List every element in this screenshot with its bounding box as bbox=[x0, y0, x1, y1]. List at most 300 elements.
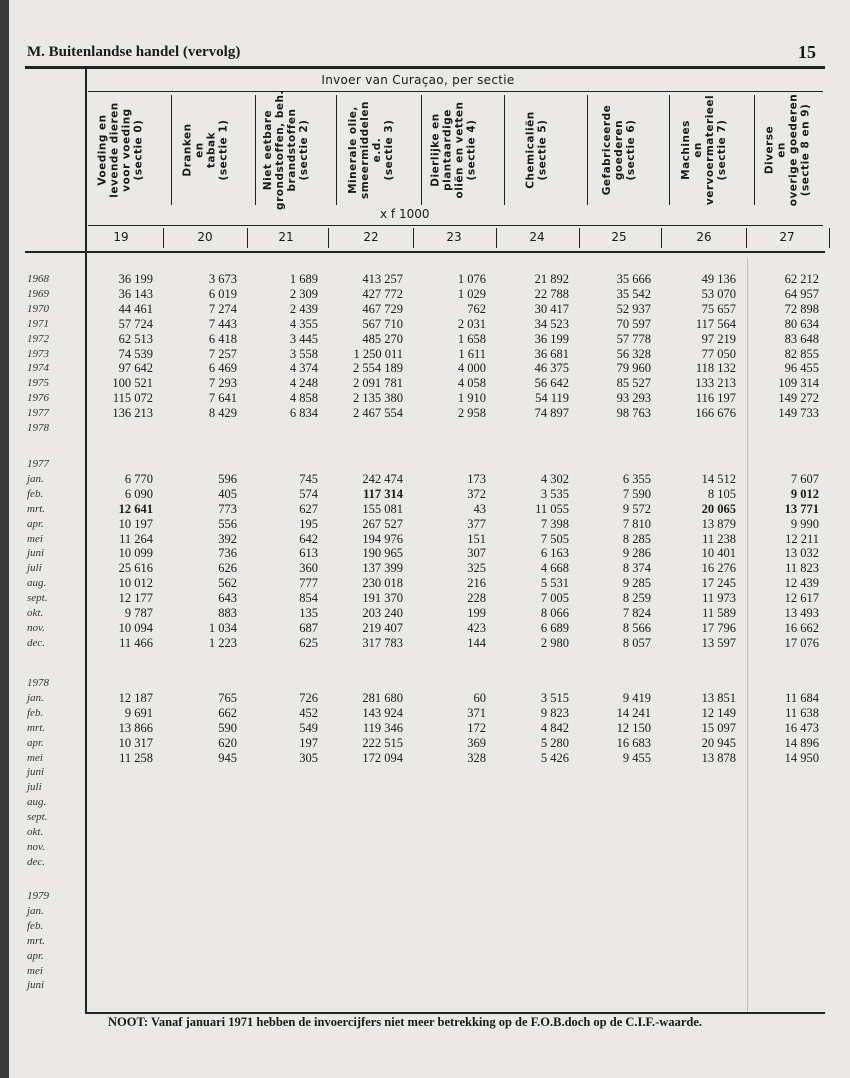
table-cell: 10 012 bbox=[118, 576, 153, 591]
column-number-divider bbox=[746, 228, 747, 248]
table-cell: 4 858 bbox=[289, 391, 318, 406]
row-label: apr. bbox=[27, 517, 44, 530]
row-label: 1972 bbox=[27, 332, 49, 345]
table-cell: 12 149 bbox=[701, 705, 736, 720]
table-cell: 222 515 bbox=[362, 735, 403, 750]
table-cell: 9 455 bbox=[622, 750, 651, 765]
table-cell: 36 143 bbox=[118, 286, 153, 301]
table-cell: 151 bbox=[467, 531, 486, 546]
column-header-label: Chemicaliën (sectie 5) bbox=[524, 111, 549, 189]
table-cell: 281 680 bbox=[362, 690, 403, 705]
table-cell: 7 824 bbox=[622, 606, 651, 620]
table-cell: 15 097 bbox=[701, 720, 736, 735]
table-cell: 317 783 bbox=[362, 635, 403, 650]
column-number: 26 bbox=[696, 230, 712, 244]
column-header-label: Voeding en levende dieren voor voeding (sectie 0) bbox=[97, 102, 145, 198]
table-cell: 9 285 bbox=[622, 576, 651, 591]
table-cell: 72 898 bbox=[784, 301, 819, 316]
table-cell: 191 370 bbox=[362, 591, 403, 606]
column-header-label: Minerale olie, smeermiddelen e.d. (sectie 3) bbox=[347, 100, 396, 200]
table-cell: 10 401 bbox=[701, 546, 736, 561]
table-cell: 80 634 bbox=[784, 316, 819, 331]
row-label: sept. bbox=[27, 592, 48, 605]
table-cell: 7 607 bbox=[790, 471, 819, 486]
table-cell: 144 bbox=[467, 635, 486, 650]
table-cell: 4 355 bbox=[289, 316, 318, 331]
column-number: 24 bbox=[529, 230, 545, 244]
table-cell: 118 132 bbox=[695, 361, 736, 376]
row-label: feb. bbox=[27, 487, 44, 500]
table-cell: 34 523 bbox=[534, 316, 569, 331]
table-cell: 307 bbox=[467, 546, 486, 561]
table-cell: 11 466 bbox=[119, 635, 153, 650]
table-cell: 3 558 bbox=[289, 346, 318, 361]
header-bottom-rule bbox=[25, 251, 825, 253]
table-cell: 726 bbox=[299, 690, 318, 705]
table-cell: 325 bbox=[467, 561, 486, 576]
table-cell: 360 bbox=[299, 561, 318, 576]
table-cell: 6 770 bbox=[124, 471, 153, 486]
table-cell: 35 666 bbox=[616, 272, 651, 286]
table-cell: 8 429 bbox=[208, 406, 237, 421]
year-label: 1978 bbox=[27, 677, 49, 689]
table-cell: 9 823 bbox=[540, 705, 569, 720]
row-label: mrt. bbox=[27, 502, 46, 515]
column-divider bbox=[504, 95, 505, 205]
unit-rule bbox=[88, 225, 823, 226]
row-label: 1971 bbox=[27, 317, 49, 330]
row-label: jan. bbox=[27, 691, 44, 704]
table-cell: 12 211 bbox=[785, 531, 819, 546]
table-cell: 5 531 bbox=[540, 576, 569, 591]
column-header-label: Niet eetbare grondstoffen, beh. brandstoffen (sectie 2) bbox=[262, 90, 310, 210]
table-cell: 7 274 bbox=[208, 301, 237, 316]
column-number-divider bbox=[661, 228, 662, 248]
row-label: mrt. bbox=[27, 934, 46, 947]
table-cell: 11 973 bbox=[702, 591, 736, 606]
table-cell: 3 445 bbox=[289, 331, 318, 346]
row-label: juli bbox=[27, 781, 42, 794]
table-cell: 74 897 bbox=[534, 406, 569, 421]
table-cell: 773 bbox=[218, 501, 237, 516]
column-number: 23 bbox=[446, 230, 462, 244]
table-cell: 8 105 bbox=[707, 486, 736, 501]
table-cell: 13 597 bbox=[701, 635, 736, 650]
column-header-label: Machines en vervoermaterieel (sectie 7) bbox=[680, 94, 729, 206]
table-cell: 82 855 bbox=[784, 346, 819, 361]
row-label: mrt. bbox=[27, 721, 46, 734]
table-cell: 1 034 bbox=[208, 620, 237, 635]
table-cell: 3 673 bbox=[208, 272, 237, 286]
column-number: 19 bbox=[113, 230, 129, 244]
table-cell: 75 657 bbox=[701, 301, 736, 316]
table-cell: 7 641 bbox=[208, 391, 237, 406]
table-cell: 596 bbox=[218, 471, 237, 486]
table-cell: 11 055 bbox=[535, 501, 569, 516]
row-label: jan. bbox=[27, 904, 44, 917]
table-cell: 1 029 bbox=[457, 286, 486, 301]
table-cell: 216 bbox=[467, 576, 486, 591]
column-number-divider bbox=[247, 228, 248, 248]
table-cell: 392 bbox=[218, 531, 237, 546]
row-label: sept. bbox=[27, 811, 48, 824]
table-cell: 44 461 bbox=[118, 301, 153, 316]
table-cell: 2 980 bbox=[540, 635, 569, 650]
column-header bbox=[414, 94, 494, 206]
table-cell: 137 399 bbox=[362, 561, 403, 576]
table-cell: 20 065 bbox=[701, 501, 736, 516]
table-cell: 7 590 bbox=[622, 486, 651, 501]
table-cell: 6 090 bbox=[124, 486, 153, 501]
table-cell: 10 094 bbox=[118, 620, 153, 635]
table-cell: 242 474 bbox=[362, 471, 403, 486]
table-cell: 119 346 bbox=[362, 720, 403, 735]
table-cell: 1 223 bbox=[208, 635, 237, 650]
table-cell: 405 bbox=[218, 486, 237, 501]
table-cell: 49 136 bbox=[701, 272, 736, 286]
table-cell: 452 bbox=[299, 705, 318, 720]
table-cell: 46 375 bbox=[534, 361, 569, 376]
table-cell: 642 bbox=[299, 531, 318, 546]
table-cell: 14 950 bbox=[784, 750, 819, 765]
row-label: 1976 bbox=[27, 392, 49, 405]
table-cell: 54 119 bbox=[535, 391, 569, 406]
column-header bbox=[81, 94, 161, 206]
table-cell: 777 bbox=[299, 576, 318, 591]
table-cell: 574 bbox=[299, 486, 318, 501]
table-cell: 8 066 bbox=[540, 606, 569, 620]
table-cell: 2 031 bbox=[457, 316, 486, 331]
table-cell: 11 264 bbox=[119, 531, 153, 546]
table-cell: 6 163 bbox=[540, 546, 569, 561]
table-cell: 13 032 bbox=[784, 546, 819, 561]
row-label: okt. bbox=[27, 826, 44, 838]
table-cell: 155 081 bbox=[362, 501, 403, 516]
table-cell: 13 878 bbox=[701, 750, 736, 765]
table-cell: 7 257 bbox=[208, 346, 237, 361]
table-cell: 413 257 bbox=[362, 272, 403, 286]
table-cell: 625 bbox=[299, 635, 318, 650]
table-cell: 9 572 bbox=[622, 501, 651, 516]
year-label: 1977 bbox=[27, 458, 49, 470]
column-number-divider bbox=[413, 228, 414, 248]
row-label: 1970 bbox=[27, 302, 49, 315]
table-cell: 62 212 bbox=[784, 272, 819, 286]
table-cell: 736 bbox=[218, 546, 237, 561]
column-divider bbox=[421, 95, 422, 205]
table-cell: 197 bbox=[299, 735, 318, 750]
table-cell: 12 177 bbox=[118, 591, 153, 606]
table-cell: 5 280 bbox=[540, 735, 569, 750]
table-cell: 56 642 bbox=[534, 376, 569, 391]
column-number: 22 bbox=[363, 230, 379, 244]
table-cell: 549 bbox=[299, 720, 318, 735]
table-cell: 5 426 bbox=[540, 750, 569, 765]
table-cell: 6 689 bbox=[540, 620, 569, 635]
column-header-label: Dierlijke en plantaardige oliën en vetten (sectie 4) bbox=[430, 101, 478, 199]
table-cell: 230 018 bbox=[362, 576, 403, 591]
row-label: okt. bbox=[27, 607, 44, 619]
table-cell: 8 259 bbox=[622, 591, 651, 606]
table-cell: 12 150 bbox=[616, 720, 651, 735]
table-cell: 8 374 bbox=[622, 561, 651, 576]
row-label: nov. bbox=[27, 621, 45, 634]
footnote: NOOT: Vanaf januari 1971 hebben de invoercijfers niet meer betrekking op de F.O.B.doch op de C.I.F.-waarde. bbox=[108, 1015, 703, 1029]
column-divider bbox=[754, 95, 755, 205]
table-cell: 219 407 bbox=[362, 620, 403, 635]
table-cell: 13 771 bbox=[784, 501, 819, 516]
table-cell: 2 554 189 bbox=[353, 361, 403, 376]
table-cell: 12 187 bbox=[118, 690, 153, 705]
table-cell: 30 417 bbox=[534, 301, 569, 316]
table-cell: 13 879 bbox=[701, 516, 736, 531]
footer-rule bbox=[85, 1012, 825, 1014]
section-title: M. Buitenlandse handel (vervolg) bbox=[27, 44, 241, 60]
table-cell: 377 bbox=[467, 516, 486, 531]
table-cell: 7 443 bbox=[208, 316, 237, 331]
table-cell: 371 bbox=[467, 705, 486, 720]
column-divider bbox=[669, 95, 670, 205]
table-cell: 6 834 bbox=[289, 406, 318, 421]
table-cell: 1 611 bbox=[458, 346, 486, 361]
table-cell: 9 787 bbox=[124, 606, 153, 620]
table-cell: 62 513 bbox=[118, 331, 153, 346]
table-cell: 56 328 bbox=[616, 346, 651, 361]
column-divider bbox=[171, 95, 172, 205]
row-label: juni bbox=[27, 547, 45, 560]
table-cell: 52 937 bbox=[616, 301, 651, 316]
table-cell: 17 245 bbox=[701, 576, 736, 591]
table-cell: 13 866 bbox=[118, 720, 153, 735]
table-cell: 8 057 bbox=[622, 635, 651, 650]
table-cell: 9 990 bbox=[790, 516, 819, 531]
table-cell: 16 276 bbox=[701, 561, 736, 576]
table-cell: 10 099 bbox=[118, 546, 153, 561]
table-cell: 2 091 781 bbox=[353, 376, 403, 391]
table-cell: 93 293 bbox=[616, 391, 651, 406]
column-divider bbox=[255, 95, 256, 205]
table-cell: 590 bbox=[218, 720, 237, 735]
column-header-label: Diverse en overige goederen (sectie 8 en 9) bbox=[763, 93, 812, 207]
table-cell: 1 689 bbox=[289, 272, 318, 286]
row-label: juli bbox=[27, 562, 42, 575]
table-cell: 267 527 bbox=[362, 516, 403, 531]
row-label: juni bbox=[27, 979, 45, 992]
column-number: 21 bbox=[278, 230, 294, 244]
table-cell: 199 bbox=[467, 606, 486, 620]
table-cell: 9 691 bbox=[124, 705, 153, 720]
table-cell: 79 960 bbox=[616, 361, 651, 376]
table-cell: 98 763 bbox=[616, 406, 651, 421]
row-label: 1973 bbox=[27, 347, 49, 360]
table-cell: 3 535 bbox=[540, 486, 569, 501]
row-label: mei bbox=[27, 751, 43, 764]
table-cell: 135 bbox=[299, 606, 318, 620]
table-cell: 427 772 bbox=[362, 286, 403, 301]
unit-label: x f 1000 bbox=[380, 207, 430, 221]
table-cell: 372 bbox=[467, 486, 486, 501]
table-cell: 77 050 bbox=[701, 346, 736, 361]
table-cell: 945 bbox=[218, 750, 237, 765]
column-number-divider bbox=[579, 228, 580, 248]
table-cell: 22 788 bbox=[534, 286, 569, 301]
table-cell: 1 076 bbox=[457, 272, 486, 286]
table-cell: 4 842 bbox=[540, 720, 569, 735]
table-cell: 7 505 bbox=[540, 531, 569, 546]
binding-edge bbox=[0, 0, 9, 1078]
table-cell: 13 851 bbox=[701, 690, 736, 705]
table-cell: 11 238 bbox=[702, 531, 736, 546]
table-cell: 7 398 bbox=[540, 516, 569, 531]
table-cell: 4 374 bbox=[289, 361, 318, 376]
table-cell: 4 248 bbox=[289, 376, 318, 391]
table-cell: 9 419 bbox=[622, 690, 651, 705]
table-cell: 4 668 bbox=[540, 561, 569, 576]
table-cell: 12 617 bbox=[784, 591, 819, 606]
table-cell: 149 733 bbox=[778, 406, 819, 421]
table-cell: 556 bbox=[218, 516, 237, 531]
column-number: 25 bbox=[611, 230, 627, 244]
super-title-rule bbox=[88, 91, 823, 92]
table-cell: 16 662 bbox=[784, 620, 819, 635]
row-label: apr. bbox=[27, 736, 44, 749]
table-cell: 765 bbox=[218, 690, 237, 705]
table-cell: 53 070 bbox=[701, 286, 736, 301]
row-label: apr. bbox=[27, 949, 44, 962]
table-cell: 85 527 bbox=[616, 376, 651, 391]
table-cell: 10 317 bbox=[118, 735, 153, 750]
column-header-label: Dranken en tabak (sectie 1) bbox=[181, 119, 229, 181]
column-header bbox=[747, 94, 827, 206]
table-cell: 83 648 bbox=[784, 331, 819, 346]
table-cell: 116 197 bbox=[695, 391, 736, 406]
row-label: juni bbox=[27, 766, 45, 779]
table-cell: 96 455 bbox=[784, 361, 819, 376]
table-cell: 17 076 bbox=[784, 635, 819, 650]
row-label: jan. bbox=[27, 472, 44, 485]
table-cell: 16 683 bbox=[616, 735, 651, 750]
row-label: 1969 bbox=[27, 287, 49, 300]
row-label: feb. bbox=[27, 919, 44, 932]
column-header bbox=[165, 94, 245, 206]
table-cell: 109 314 bbox=[778, 376, 819, 391]
table-cell: 620 bbox=[218, 735, 237, 750]
table-cell: 117 564 bbox=[695, 316, 736, 331]
row-label: mei bbox=[27, 532, 43, 545]
table-cell: 97 642 bbox=[118, 361, 153, 376]
column-number-divider bbox=[163, 228, 164, 248]
table-cell: 21 892 bbox=[534, 272, 569, 286]
table-cell: 2 439 bbox=[289, 301, 318, 316]
row-label: aug. bbox=[27, 796, 47, 809]
table-cell: 4 302 bbox=[540, 471, 569, 486]
table-cell: 35 542 bbox=[616, 286, 651, 301]
table-cell: 8 285 bbox=[622, 531, 651, 546]
column-header bbox=[579, 94, 659, 206]
page-number: 15 bbox=[798, 42, 816, 62]
table-cell: 190 965 bbox=[362, 546, 403, 561]
table-cell: 627 bbox=[299, 501, 318, 516]
table-cell: 762 bbox=[467, 301, 486, 316]
table-cell: 2 135 380 bbox=[353, 391, 403, 406]
column-number-divider bbox=[829, 228, 830, 248]
table-cell: 195 bbox=[299, 516, 318, 531]
row-label: 1975 bbox=[27, 377, 49, 390]
table-cell: 74 539 bbox=[118, 346, 153, 361]
table-cell: 57 778 bbox=[616, 331, 651, 346]
table-cell: 194 976 bbox=[362, 531, 403, 546]
table-cell: 687 bbox=[299, 620, 318, 635]
table-cell: 166 676 bbox=[695, 406, 736, 421]
table-cell: 1 658 bbox=[457, 331, 486, 346]
table-cell: 6 019 bbox=[208, 286, 237, 301]
table-cell: 662 bbox=[218, 705, 237, 720]
column-header-label: Gefabriceerde goederen (sectie 6) bbox=[601, 104, 638, 196]
table-cell: 203 240 bbox=[362, 606, 403, 620]
row-label: dec. bbox=[27, 636, 46, 649]
table-cell: 2 958 bbox=[457, 406, 486, 421]
table-cell: 17 796 bbox=[701, 620, 736, 635]
table-cell: 36 199 bbox=[534, 331, 569, 346]
column-number: 27 bbox=[779, 230, 795, 244]
top-rule bbox=[25, 66, 825, 69]
table-cell: 7 005 bbox=[540, 591, 569, 606]
table-cell: 172 bbox=[467, 720, 486, 735]
table-cell: 16 473 bbox=[784, 720, 819, 735]
table-cell: 70 597 bbox=[616, 316, 651, 331]
row-label: 1974 bbox=[27, 362, 49, 375]
table-cell: 11 258 bbox=[119, 750, 153, 765]
table-cell: 643 bbox=[218, 591, 237, 606]
table-cell: 6 469 bbox=[208, 361, 237, 376]
year-label: 1979 bbox=[27, 890, 49, 902]
column-number-divider bbox=[328, 228, 329, 248]
table-super-title: Invoer van Curaçao, per sectie bbox=[321, 73, 515, 87]
row-label: 1977 bbox=[27, 407, 49, 420]
row-label: aug. bbox=[27, 577, 47, 590]
table-cell: 60 bbox=[473, 690, 486, 705]
column-header bbox=[664, 94, 744, 206]
table-cell: 3 515 bbox=[540, 690, 569, 705]
table-cell: 1 910 bbox=[457, 391, 486, 406]
table-cell: 14 512 bbox=[701, 471, 736, 486]
table-cell: 14 896 bbox=[784, 735, 819, 750]
table-cell: 10 197 bbox=[118, 516, 153, 531]
column-header bbox=[497, 94, 577, 206]
table-cell: 115 072 bbox=[112, 391, 153, 406]
table-cell: 133 213 bbox=[695, 376, 736, 391]
table-cell: 4 000 bbox=[457, 361, 486, 376]
table-cell: 562 bbox=[218, 576, 237, 591]
table-cell: 11 684 bbox=[785, 690, 819, 705]
table-cell: 305 bbox=[299, 750, 318, 765]
table-cell: 173 bbox=[467, 471, 486, 486]
table-cell: 228 bbox=[467, 591, 486, 606]
table-cell: 143 924 bbox=[362, 705, 403, 720]
table-cell: 854 bbox=[299, 591, 318, 606]
table-cell: 1 250 011 bbox=[353, 346, 403, 361]
table-cell: 100 521 bbox=[112, 376, 153, 391]
table-cell: 9 286 bbox=[622, 546, 651, 561]
table-cell: 369 bbox=[467, 735, 486, 750]
table-cell: 36 681 bbox=[534, 346, 569, 361]
table-cell: 11 638 bbox=[785, 705, 819, 720]
row-label: dec. bbox=[27, 855, 46, 868]
table-cell: 8 566 bbox=[622, 620, 651, 635]
row-label: nov. bbox=[27, 840, 45, 853]
table-cell: 11 589 bbox=[702, 606, 736, 620]
table-cell: 149 272 bbox=[778, 391, 819, 406]
